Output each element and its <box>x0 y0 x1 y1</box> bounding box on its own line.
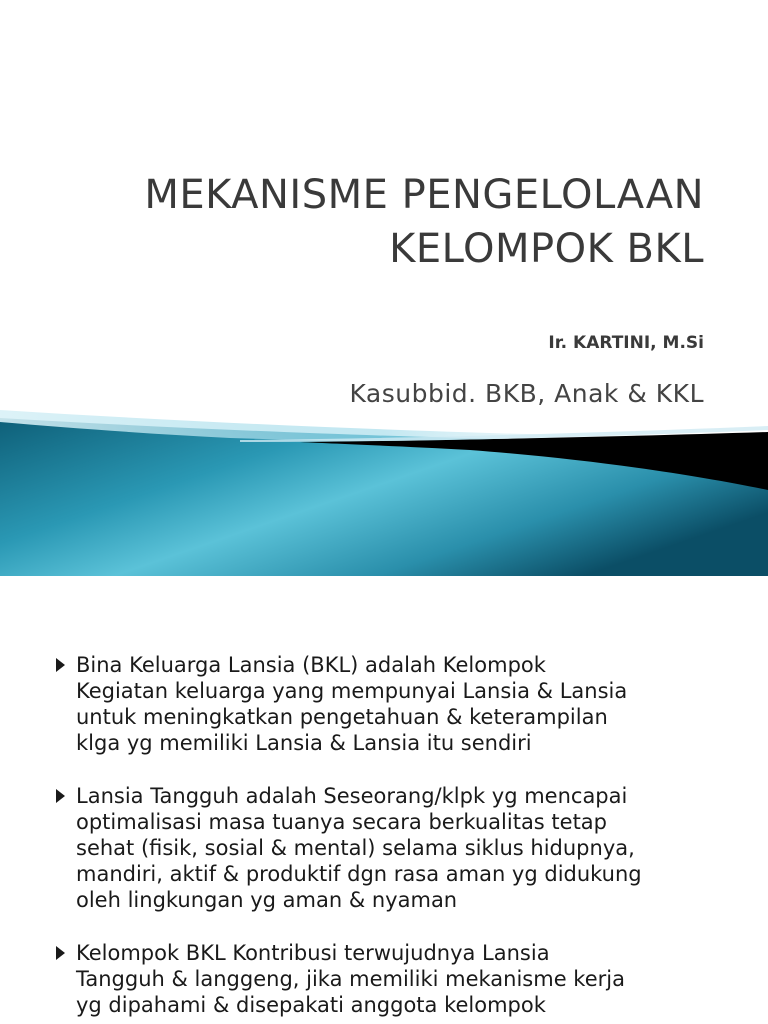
content-slide <box>0 576 768 1024</box>
bullet-line: Lansia Tangguh adalah Seseorang/klpk yg mencapai <box>76 784 628 808</box>
slide-title <box>64 168 704 276</box>
bullet-line: klga yg memiliki Lansia & Lansia itu sendiri <box>76 731 532 755</box>
bullet-line: sehat (fisik, sosial & mental) selama siklus hidupnya, <box>76 836 635 860</box>
bullet-line: Kegiatan keluarga yang mempunyai Lansia & Lansia <box>76 679 628 703</box>
bullet-line: yg dipahami & disepakati anggota kelompok <box>76 993 546 1017</box>
author-name: Ir. KARTINI, M.Si <box>548 333 704 353</box>
bullet-line: optimalisasi masa tuanya secara berkualitas tetap <box>76 810 608 834</box>
bullet-item-lansia-tangguh <box>50 783 740 913</box>
bullet-item-kelompok-bkl <box>50 940 740 1018</box>
bullet-line: untuk meningkatkan pengetahuan & keterampilan <box>76 705 608 729</box>
bullet-item-bkl <box>50 652 740 756</box>
bullet-line: Bina Keluarga Lansia (BKL) adalah Kelompok <box>76 653 546 677</box>
bullet-list <box>50 652 740 1024</box>
triangle-bullet-icon <box>56 946 65 960</box>
bullet-line: Tangguh & langgeng, jika memiliki mekanisme kerja <box>76 967 625 991</box>
triangle-bullet-icon <box>56 789 65 803</box>
bullet-line: Kelompok BKL Kontribusi terwujudnya Lansia <box>76 941 550 965</box>
bullet-line: mandiri, aktif & produktif dgn rasa aman yg didukung <box>76 862 642 886</box>
title-line-2: KELOMPOK BKL <box>389 226 704 272</box>
triangle-bullet-icon <box>56 658 65 672</box>
author-position: Kasubbid. BKB, Anak & KKL <box>349 379 704 408</box>
bullet-line: oleh lingkungan yg aman & nyaman <box>76 888 458 912</box>
title-line-1: MEKANISME PENGELOLAAN <box>144 172 704 218</box>
decorative-wave-banner <box>0 380 768 576</box>
